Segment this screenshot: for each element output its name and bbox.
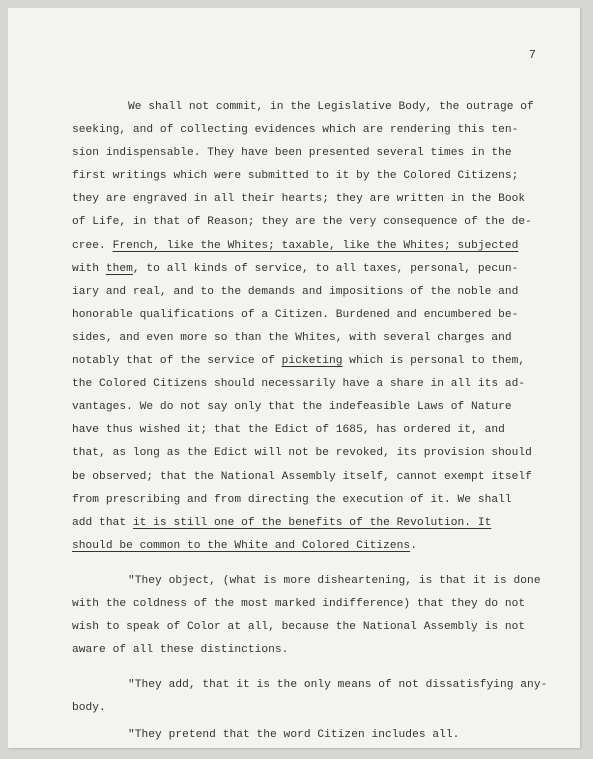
text-line [72, 211, 542, 234]
text-segment: that, as long as the Edict will not be revoked, its provision should [72, 447, 532, 460]
text-segment: add that [72, 516, 133, 529]
text-segment: of Life, in that of Reason; they are the very consequence of the de- [72, 216, 532, 229]
underlined-text: them [105, 262, 133, 275]
underlined-text: French, like the Whites; taxable, like the Whites; subjected [112, 239, 519, 252]
text-line [72, 142, 542, 165]
text-line [72, 396, 542, 419]
text-line [72, 489, 542, 512]
text-line [72, 350, 542, 373]
text-line [72, 616, 542, 639]
text-line [72, 188, 542, 211]
text-segment: which is personal to them, [342, 355, 526, 368]
text-line [72, 442, 542, 465]
underlined-text: it is still one of the benefits of the Revolution. It [132, 516, 492, 529]
text-segment: they are engraved in all their hearts; they are written in the Book [72, 193, 526, 206]
text-line [72, 466, 542, 489]
typescript-body [72, 96, 548, 748]
underlined-text: should be common to the White and Colored Citizens [72, 539, 411, 552]
text-line [72, 639, 542, 662]
text-line [72, 165, 542, 188]
text-segment: body. [72, 702, 106, 715]
text-segment: We shall not commit, in the Legislative Body, the outrage of [128, 101, 534, 113]
text-line [72, 373, 542, 396]
text-line [72, 570, 542, 593]
text-segment: with the coldness of the most marked indifference) that they do not [72, 597, 526, 610]
document-page [8, 8, 580, 748]
text-segment: cree. [72, 239, 113, 252]
text-segment: aware of all these distinctions. [72, 644, 289, 657]
text-segment: with [72, 262, 106, 275]
text-line [72, 258, 542, 281]
text-segment: "They pretend that the word Citizen includes all. [128, 729, 460, 742]
text-line [72, 697, 542, 720]
text-line [72, 419, 542, 442]
text-line [72, 235, 542, 258]
text-segment: iary and real, and to the demands and impositions of the noble and [72, 285, 519, 298]
text-line [72, 674, 548, 697]
paragraph [72, 724, 542, 747]
paragraph [72, 570, 542, 662]
text-segment: notably that of the service of [72, 355, 282, 368]
text-segment: from prescribing and from directing the execution of it. We shall [72, 493, 512, 506]
page-number: 7 [528, 48, 536, 62]
text-line [72, 96, 542, 119]
text-segment: first writings which were submitted to it by the Colored Citizens; [72, 170, 519, 183]
text-segment: sides, and even more so than the Whites, with several charges and [72, 331, 512, 344]
text-segment: . [410, 539, 417, 552]
text-line [72, 327, 542, 350]
text-segment: "They object, (what is more disheartening, is that it is done [128, 574, 541, 587]
paragraph [72, 674, 548, 720]
text-segment: vantages. We do not say only that the indefeasible Laws of Nature [72, 401, 512, 414]
text-segment: the Colored Citizens should necessarily have a share in all its ad- [72, 378, 526, 391]
underlined-text: picketing [281, 355, 343, 368]
text-segment: have thus wished it; that the Edict of 1685, has ordered it, and [72, 424, 505, 437]
text-line [72, 535, 542, 558]
text-line [72, 593, 542, 616]
text-line [72, 281, 542, 304]
text-line [72, 512, 542, 535]
text-segment: seeking, and of collecting evidences which are rendering this ten- [72, 124, 519, 137]
text-line [72, 724, 542, 747]
text-segment: sion indispensable. They have been presented several times in the [72, 147, 512, 160]
text-segment: be observed; that the National Assembly itself, cannot exempt itself [72, 470, 532, 483]
paragraph [72, 96, 542, 558]
text-segment: "They add, that it is the only means of not dissatisfying any- [128, 679, 548, 692]
text-segment: wish to speak of Color at all, because the National Assembly is not [72, 621, 526, 634]
text-line [72, 119, 542, 142]
text-line [72, 304, 542, 327]
text-segment: honorable qualifications of a Citizen. Burdened and encumbered be- [72, 308, 519, 321]
text-segment: , to all kinds of service, to all taxes, personal, pecun- [132, 262, 519, 275]
